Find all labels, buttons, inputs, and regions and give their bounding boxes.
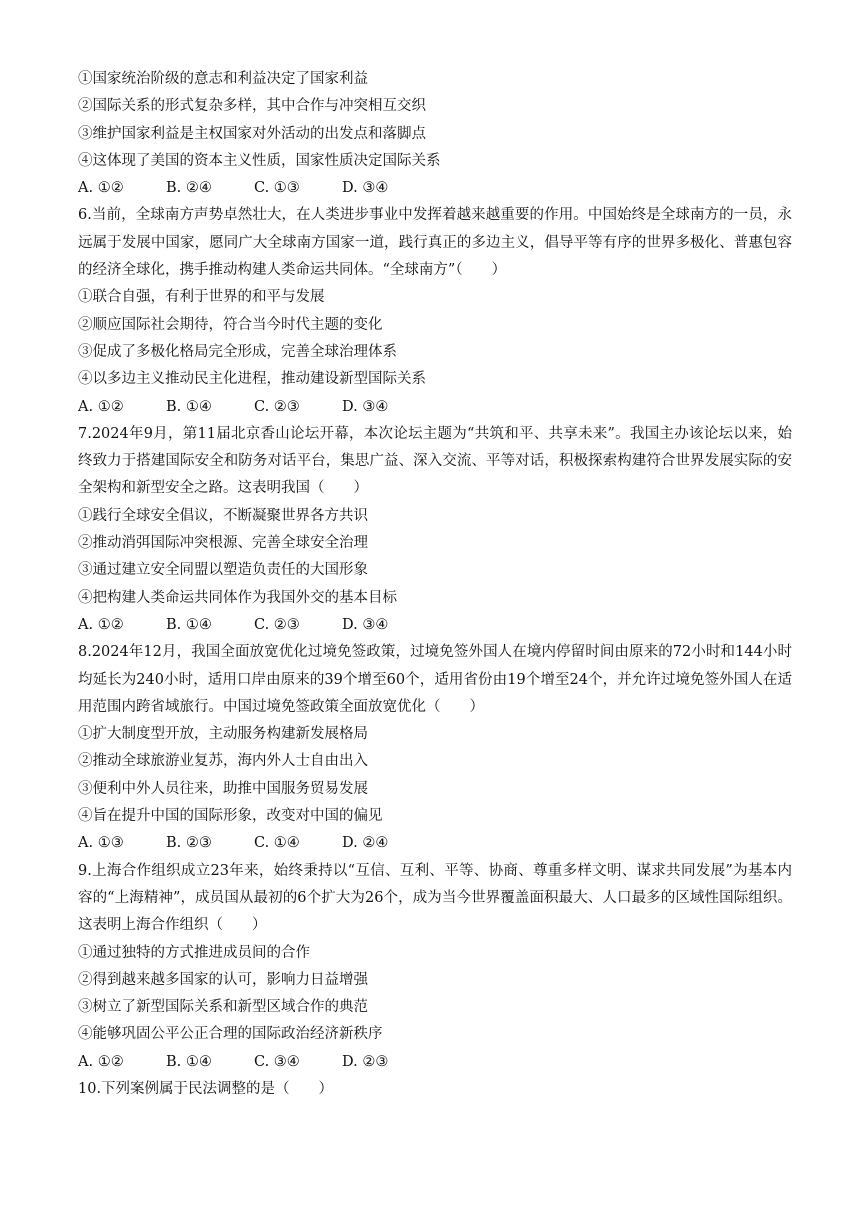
q5-item-3: ③维护国家利益是主权国家对外活动的出发点和落脚点 [78, 125, 426, 142]
q6-stem: 6.当前，全球南方声势卓然壮大，在人类进步事业中发挥着越来越重要的作用。中国始终是全球南方的一员，永远属于发展中国家，愿同广大全球南方国家一道，践行真正的多边主义，倡导平等有序的世界多极化、普惠包容的经济全球化，携手推动构建人类命运共同体。“全球南方”（ ） [78, 207, 792, 279]
q9-option-a: A. ①② [78, 1053, 124, 1070]
question-5-tail [78, 66, 792, 202]
q5-option-d: D. ③④ [342, 180, 389, 197]
q6-option-d: D. ③④ [342, 398, 389, 415]
q7-stem: 7.2024年9月，第11届北京香山论坛开幕，本次论坛主题为“共筑和平、共享未来”。我国主办该论坛以来，始终致力于搭建国际安全和防务对话平台，集思广益、深入交流、平等对话，积极探索构建符合世界发展实际的安全架构和新型安全之路。这表明我国（ ） [78, 425, 792, 497]
q7-options [78, 612, 792, 639]
q5-item-2: ②国际关系的形式复杂多样，其中合作与冲突相互交织 [78, 98, 426, 115]
q8-option-a: A. ①③ [78, 835, 124, 852]
q8-option-d: D. ②④ [342, 835, 389, 852]
q9-item-1: ①通过独特的方式推进成员间的合作 [78, 944, 310, 961]
q8-item-2: ②推动全球旅游业复苏，海内外人士自由出入 [78, 753, 368, 770]
q6-item-1: ①联合自强，有利于世界的和平与发展 [78, 289, 325, 306]
q8-stem: 8.2024年12月，我国全面放宽优化过境免签政策，过境免签外国人在境内停留时间由原来的72小时和144小时均延长为240小时，适用口岸由原来的39个增至60个，适用省份由19个增至24个，并允许过境免签外国人在适用范围内跨省域旅行。中国过境免签政策全面放宽优化（ ） [78, 644, 792, 715]
q9-item-2: ②得到越来越多国家的认可，影响力日益增强 [78, 971, 368, 988]
q7-option-b: B. ①④ [166, 616, 212, 633]
q7-item-4: ④把构建人类命运共同体作为我国外交的基本目标 [78, 589, 397, 606]
q6-option-a: A. ①② [78, 398, 124, 415]
q8-option-c: C. ①④ [254, 835, 300, 852]
q6-item-4: ④以多边主义推动民主化进程，推动建设新型国际关系 [78, 371, 426, 388]
q8-item-4: ④旨在提升中国的国际形象，改变对中国的偏见 [78, 808, 383, 825]
q8-option-b: B. ②③ [166, 835, 212, 852]
q9-item-3: ③树立了新型国际关系和新型区域合作的典范 [78, 999, 368, 1016]
q6-item-3: ③促成了多极化格局完全形成，完善全球治理体系 [78, 343, 397, 360]
q5-option-c: C. ①③ [254, 180, 300, 197]
q9-item-4: ④能够巩固公平公正合理的国际政治经济新秩序 [78, 1026, 383, 1043]
q5-option-b: B. ②④ [166, 180, 212, 197]
q9-option-b: B. ①④ [166, 1053, 212, 1070]
q8-item-1: ①扩大制度型开放，主动服务构建新发展格局 [78, 726, 368, 743]
question-7 [78, 421, 792, 639]
q5-item-4: ④这体现了美国的资本主义性质，国家性质决定国际关系 [78, 152, 441, 169]
question-6 [78, 202, 792, 420]
q6-option-b: B. ①④ [166, 398, 212, 415]
q9-option-c: C. ③④ [254, 1053, 300, 1070]
q5-option-a: A. ①② [78, 180, 124, 197]
q6-option-c: C. ②③ [254, 398, 300, 415]
q6-options [78, 394, 792, 421]
q8-item-3: ③便利中外人员往来，助推中国服务贸易发展 [78, 780, 368, 797]
q5-item-1: ①国家统治阶级的意志和利益决定了国家利益 [78, 71, 368, 87]
question-list [78, 66, 792, 1103]
q10-stem: 10.下列案例属于民法调整的是（ ） [78, 1080, 334, 1097]
q5-options [78, 175, 792, 202]
q9-stem: 9.上海合作组织成立23年来，始终秉持以“互信、互利、平等、协商、尊重多样文明、谋求共同发展”为基本内容的“上海精神”，成员国从最初的6个扩大为26个，成为当今世界覆盖面积最大、人口最多的区域性国际组织。这表明上海合作组织（ ） [78, 862, 792, 934]
q7-option-c: C. ②③ [254, 616, 300, 633]
q7-item-1: ①践行全球安全倡议，不断凝聚世界各方共识 [78, 507, 368, 524]
question-10 [78, 1076, 792, 1103]
q7-option-a: A. ①② [78, 616, 124, 633]
q6-item-2: ②顺应国际社会期待，符合当今时代主题的变化 [78, 316, 383, 333]
question-9 [78, 858, 792, 1076]
q7-item-2: ②推动消弭国际冲突根源、完善全球安全治理 [78, 535, 368, 552]
q8-options [78, 830, 792, 857]
q9-options [78, 1049, 792, 1076]
question-8 [78, 639, 792, 857]
q7-item-3: ③通过建立安全同盟以塑造负责任的大国形象 [78, 562, 368, 579]
q9-option-d: D. ②③ [342, 1053, 389, 1070]
q7-option-d: D. ③④ [342, 616, 389, 633]
